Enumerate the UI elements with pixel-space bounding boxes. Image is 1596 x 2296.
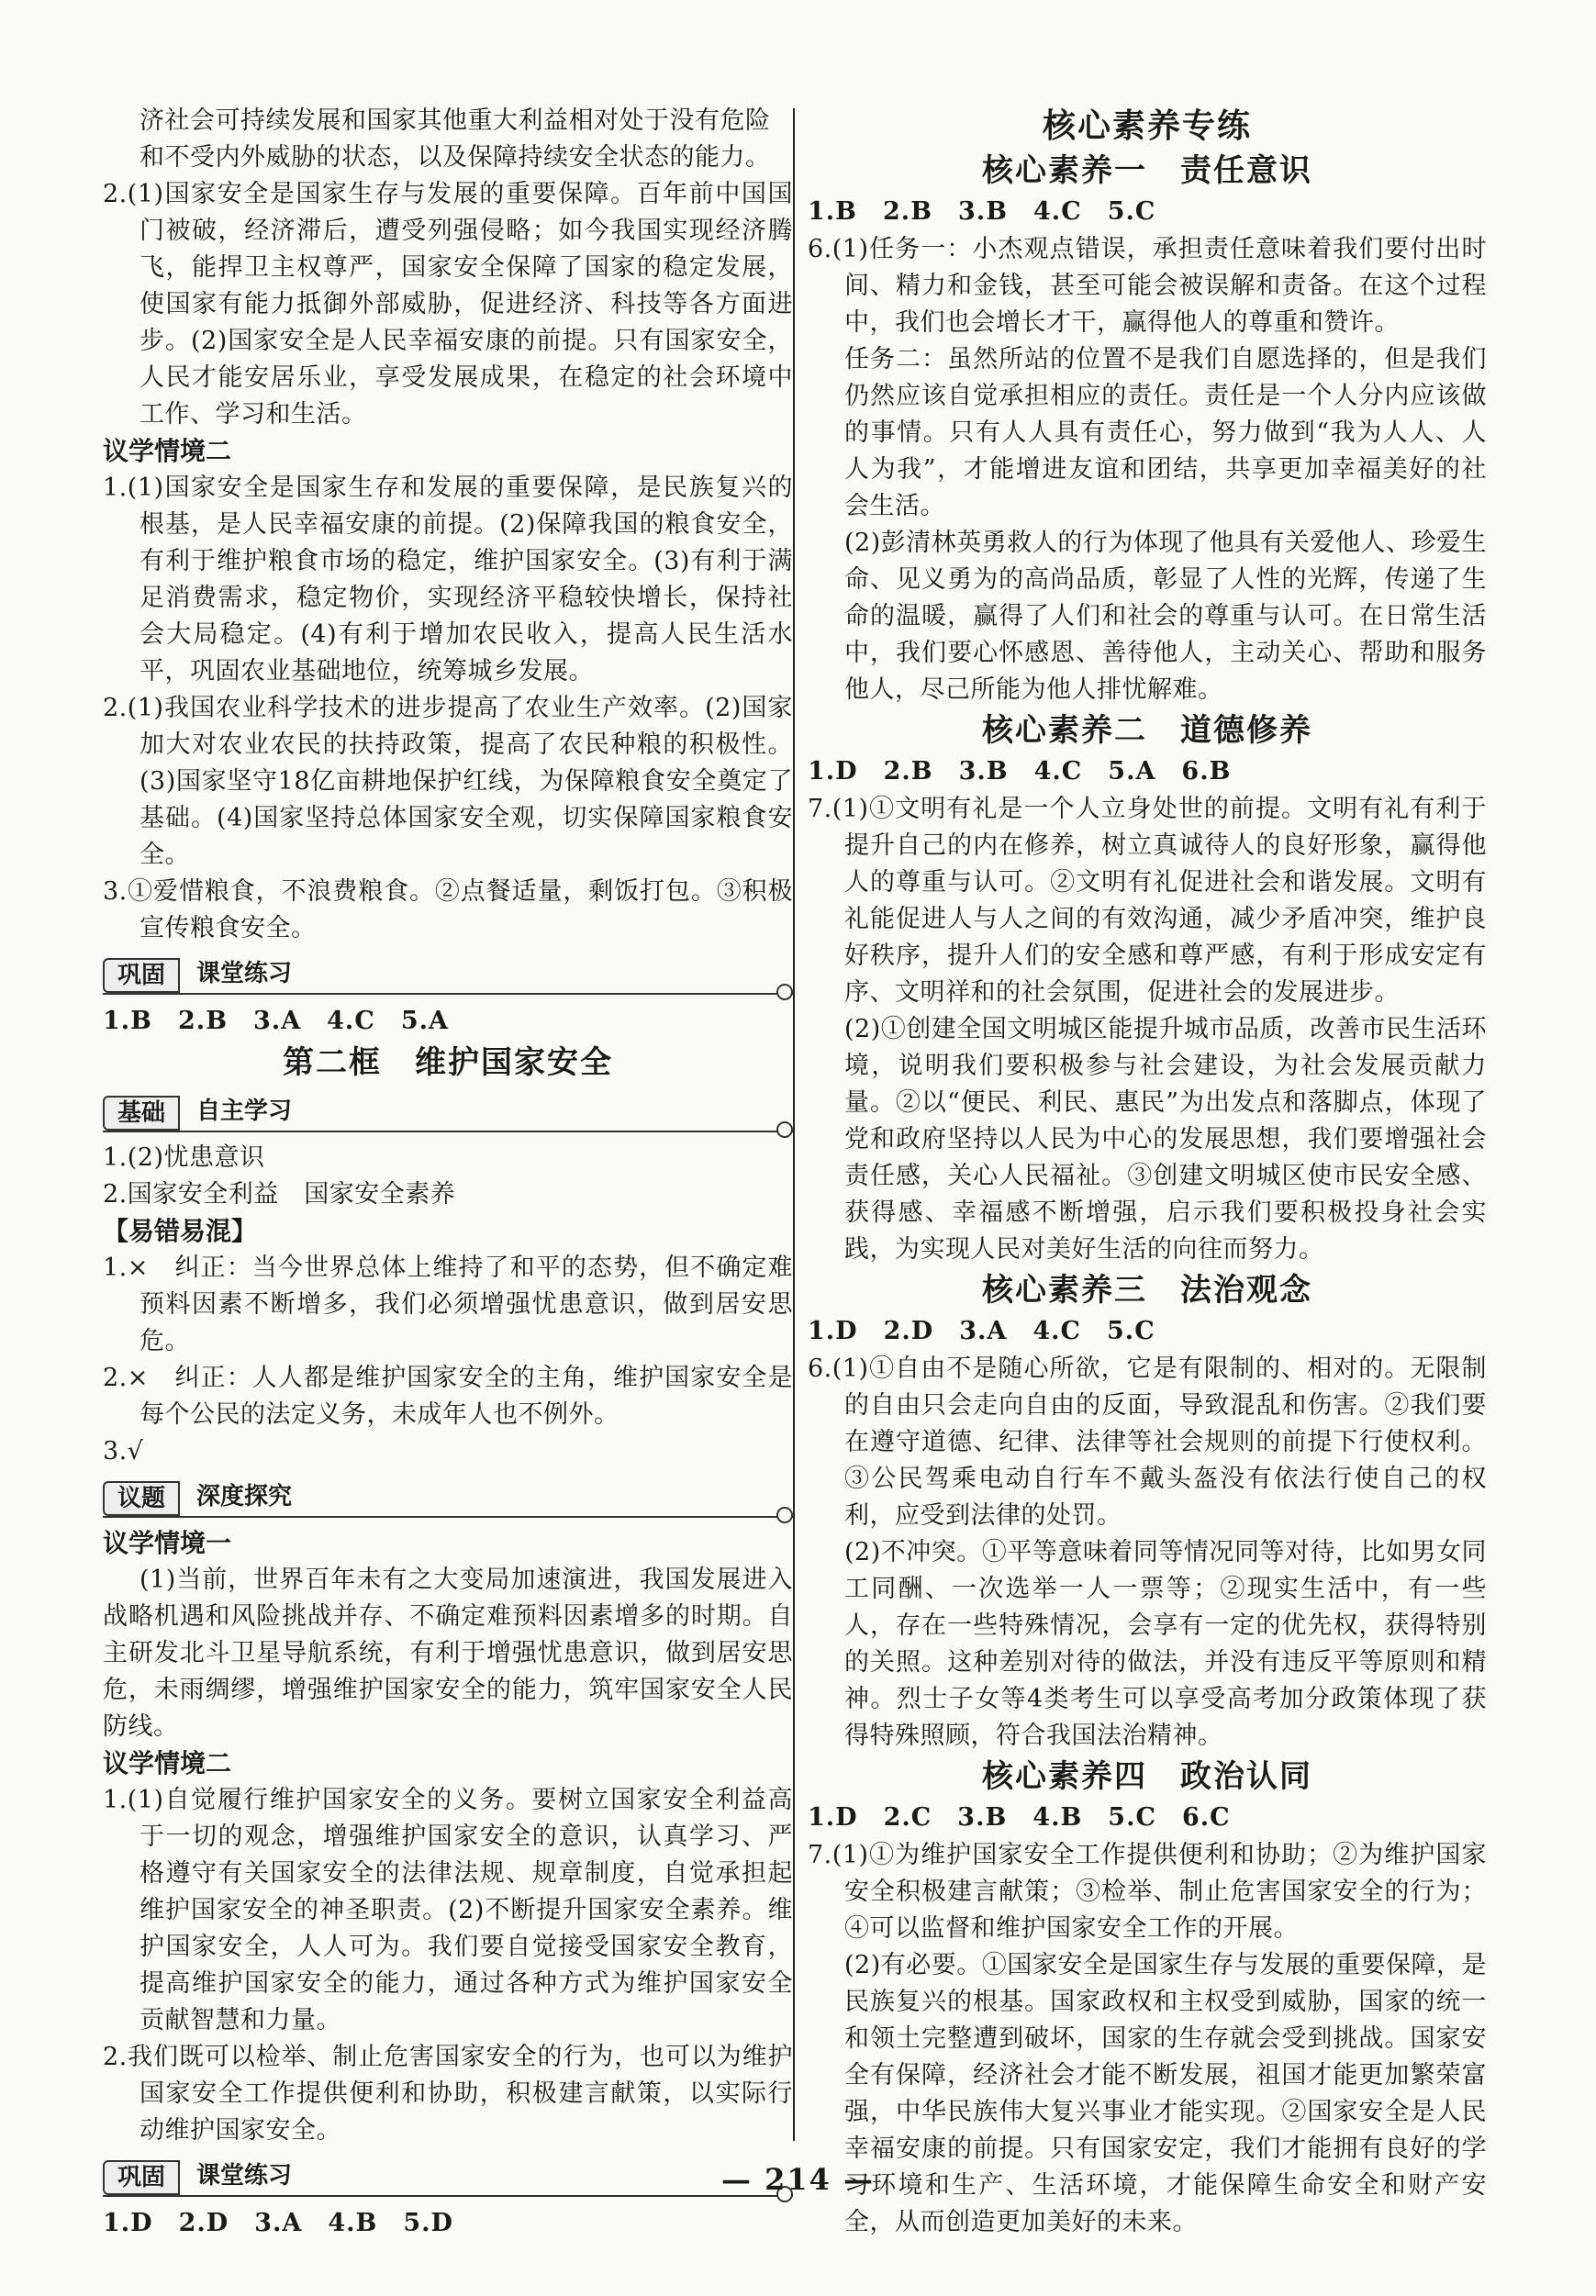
basic-item-1: 1.(2)忧患意识 (103, 1143, 265, 1172)
section-title: 核心素养一 责任意识 (982, 152, 1312, 189)
banner-tag: 基础 (103, 1096, 180, 1131)
answer-key: 1.D 2.B 3.B 4.C 5.A 6.B (808, 757, 1232, 786)
scenario-heading: 议学情境二 (103, 436, 232, 466)
banner-tag: 议题 (103, 1481, 180, 1516)
banner-label: 自主学习 (196, 1098, 293, 1125)
page-number: — 214 — (720, 2162, 876, 2197)
question-answer: (2)①创建全国文明城区能提升城市品质，改善市民生活环境，说明我们要积极参与社会建设，为社会发展贡献力量。②以“便民、利民、惠民”为出发点和落脚点，体现了党和政府坚持以人民为中心的发展思想，我们要增强社会责任感，关心人民福祉。③创建文明城区使市民安全感、获得感、幸福感不断增强，启示我们要积极投身社会实践，为实现人民对美好生活的向往而努力。 (844, 1015, 1487, 1264)
section-title: 核心素养二 道德修养 (982, 712, 1312, 749)
section-title: 第二框 维护国家安全 (283, 1044, 613, 1081)
question-answer: 6.(1)任务一：小杰观点错误，承担责任意味着我们要付出时间、精力和金钱，甚至可能会被误解和责备。在这个过程中，我们也会增长才干，赢得他人的尊重和赞许。 (808, 235, 1487, 337)
scenario-heading: 议学情境一 (103, 1528, 232, 1558)
banner-label: 深度探究 (196, 1483, 293, 1510)
answer-key: 1.D 2.C 3.B 4.B 5.C 6.C (808, 1803, 1231, 1832)
question-answer: 6.(1)①自由不是随心所欲，它是有限制的、相对的。无限制的自由只会走向自由的反面，导致混乱和伤害。②我们要在遵守道德、纪律、法律等社会规则的前提下行使权利。③公民驾乘电动自行车不戴头盔没有依法行使自己的权利，应受到法律的处罚。 (808, 1354, 1487, 1530)
error-item-2: 2.× 纠正：人人都是维护国家安全的主角，维护国家安全是每个公民的法定义务，未成年人也不例外。 (103, 1364, 793, 1429)
error-item-1: 1.× 纠正：当今世界总体上维持了和平的态势，但不确定难预料因素不断增多，我们必须增强忧患意识，做到居安思危。 (103, 1254, 793, 1355)
section-banner (103, 1477, 793, 1520)
column-divider (793, 108, 795, 2141)
question-answer: (2)不冲突。①平等意味着同等情况同等对待，比如男女同工同酬、一次选举一人一票等；②现实生活中，有一些人，存在一些特殊情况，会享有一定的优先权，获得特别的关照。这种差别对待的做法，并没有违反平等原则和精神。烈士子女等4类考生可以享受高考加分政策体现了获得特殊照顾，符合我国法治精神。 (844, 1538, 1487, 1750)
banner-label: 课堂练习 (196, 2162, 293, 2190)
question-answer: 7.(1)①文明有礼是一个人立身处世的前提。文明有礼有利于提升自己的内在修养，树立真诚待人的良好形象，赢得他人的尊重与认可。②文明有礼促进社会和谐发展。文明有礼能促进人与人之间的有效沟通，减少矛盾冲突，维护良好秩序，提升人们的安全感和尊严感，有利于形成安定有序、文明祥和的社会氛围，促进社会的发展进步。 (808, 795, 1487, 1007)
scenario-paragraph: (1)当前，世界百年未有之大变局加速演进，我国发展进入战略机遇和风险挑战并存、不确定难预料因素增多的时期。自主研发北斗卫星导航系统，有利于增强忧患意识，做到居安思危，未雨绸缪，增强维护国家安全的能力，筑牢国家安全人民防线。 (103, 1566, 793, 1741)
right-column (808, 103, 1487, 2241)
scenario-item-2: 2.(1)我国农业科学技术的进步提高了农业生产效率。(2)国家加大对农业农民的扶持政策，提高了农民种粮的积极性。(3)国家坚守18亿亩耕地保护红线，为保障粮食安全奠定了基础。(4)国家坚持总体国家安全观，切实保障国家粮食安全。 (103, 694, 793, 869)
banner-label: 课堂练习 (196, 960, 293, 987)
scenario-item-2: 2.我们既可以检举、制止危害国家安全的行为，也可以为维护国家安全工作提供便利和协助，积极建言献策，以实际行动维护国家安全。 (103, 2043, 793, 2145)
intro-line-1: 济社会可持续发展和国家其他重大利益相对处于没有危险 (140, 106, 771, 135)
section-title: 核心素养三 法治观念 (982, 1272, 1312, 1309)
question-answer: (2)有必要。①国家安全是国家生存与发展的重要保障，是民族复兴的根基。国家政权和主权受到威胁，国家的统一和领土完整遭到破坏，国家的生存就会受到挑战。国家安全有保障，经济社会才能不断发展，祖国才能更加繁荣富强，中华民族伟大复兴事业才能实现。②国家安全是人民幸福安康的前提。只有国家安定，我们才能拥有良好的学习环境和生产、生活环境，才能保障生命安全和财产安全，从而创造更加美好的未来。 (844, 1951, 1487, 2236)
main-title: 核心素养专练 (1042, 106, 1252, 145)
scenario-item-1: 1.(1)自觉履行维护国家安全的义务。要树立国家安全利益高于一切的观念，增强维护国家安全的意识，认真学习、严格遵守有关国家安全的法律法规、规章制度，自觉承担起维护国家安全的神圣职责。(2)不断提升国家安全素养。维护国家安全，人人可为。我们要自觉接受国家安全教育，提高维护国家安全的能力，通过各种方式为维护国家安全贡献智慧和力量。 (103, 1786, 793, 2034)
scenario-item-1: 1.(1)国家安全是国家生存和发展的重要保障，是民族复兴的根基，是人民幸福安康的前提。(2)保障我国的粮食安全，有利于维护粮食市场的稳定，维护国家安全。(3)有利于满足消费需求，稳定物价，实现经济平稳较快增长，保持社会大局稳定。(4)有利于增加农民收入，提高人民生活水平，巩固农业基础地位，统筹城乡发展。 (103, 474, 793, 685)
error-item-3: 3.√ (103, 1437, 144, 1466)
answer-key: 1.D 2.D 3.A 4.B 5.D (103, 2209, 453, 2237)
basic-item-2: 2.国家安全利益 国家安全素养 (103, 1180, 456, 1209)
answer-key: 1.D 2.D 3.A 4.C 5.C (808, 1317, 1155, 1345)
intro-line-2: 和不受内外威胁的状态，以及保障持续安全状态的能力。 (140, 143, 771, 172)
answer-item-2: 2.(1)国家安全是国家生存与发展的重要保障。百年前中国国门被破，经济滞后，遭受列强侵略；如今我国实现经济腾飞，能捍卫主权尊严，国家安全保障了国家的稳定发展，使国家有能力抵御外部威胁，促进经济、科技等各方面进步。(2)国家安全是人民幸福安康的前提。只有国家安全，人民才能安居乐业，享受发展成果，在稳定的社会环境中工作、学习和生活。 (103, 180, 793, 429)
error-heading: 【易错易混】 (103, 1216, 258, 1246)
section-banner (103, 1092, 793, 1134)
question-answer: 任务二：虽然所站的位置不是我们自愿选择的，但是我们仍然应该自觉承担相应的责任。责任是一个人分内应该做的事情。只有人人具有责任心，努力做到“我为人人、人人为我”，才能增进友谊和团结，共享更加幸福美好的社会生活。 (844, 345, 1487, 520)
section-banner (103, 954, 793, 997)
left-column (103, 103, 793, 2243)
banner-tag: 巩固 (103, 2160, 180, 2195)
answer-key: 1.B 2.B 3.B 4.C 5.C (808, 197, 1156, 226)
question-answer: (2)彭清林英勇救人的行为体现了他具有关爱他人、珍爱生命、见义勇为的高尚品质，彰显了人性的光辉，传递了生命的温暖，赢得了人们和社会的尊重与认可。在日常生活中，我们要心怀感恩、善待他人，主动关心、帮助和服务他人，尽己所能为他人排忧解难。 (844, 529, 1487, 704)
scenario-item-3: 3.①爱惜粮食，不浪费粮食。②点餐适量，剩饭打包。③积极宣传粮食安全。 (103, 877, 793, 942)
scenario-heading: 议学情境二 (103, 1748, 232, 1778)
answer-key: 1.B 2.B 3.A 4.C 5.A (103, 1007, 449, 1035)
question-answer: 7.(1)①为维护国家安全工作提供便利和协助；②为维护国家安全积极建言献策；③检举、制止危害国家安全的行为；④可以监督和维护国家安全工作的开展。 (808, 1841, 1487, 1943)
banner-tag: 巩固 (103, 958, 180, 993)
section-title: 核心素养四 政治认同 (982, 1758, 1312, 1795)
